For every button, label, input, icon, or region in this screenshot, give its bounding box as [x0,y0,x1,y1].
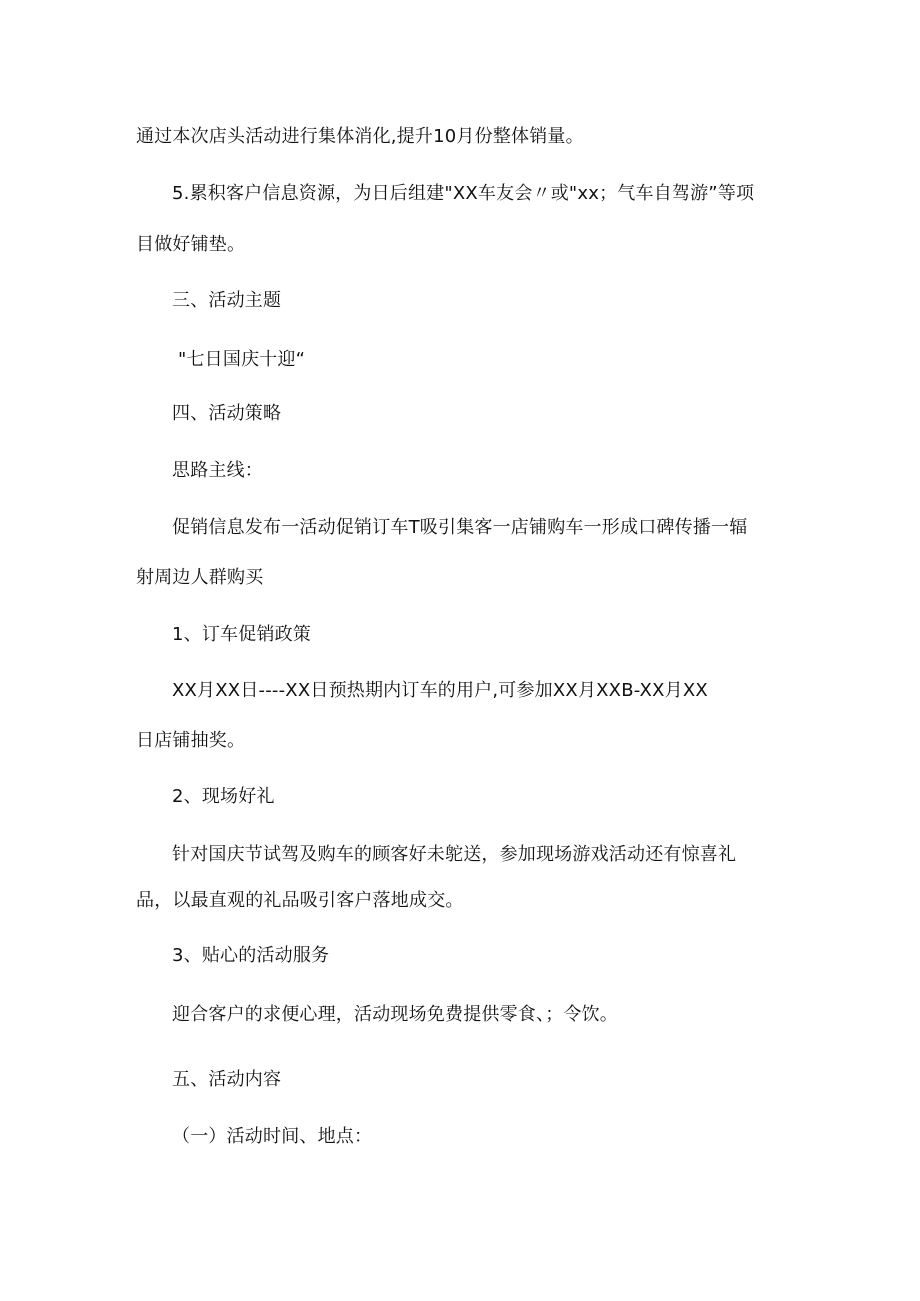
section-heading: 三、活动主题 [172,290,282,311]
section-heading: 五、活动内容 [172,1069,282,1090]
paragraph-line: 迎合客户的求便心理，活动现场免费提供零食、；令饮。 [172,1004,618,1025]
paragraph-line: 通过本次店头活动进行集体消化,提升10月份整体销量。 [136,126,584,147]
subheading: 3、贴心的活动服务 [172,945,330,966]
subheading: （一）活动时间、地点： [172,1126,373,1147]
paragraph-line: XX月XX日----XX日预热期内订车的用户,可参加XX月XXB-XX月XX [172,680,708,701]
paragraph-line: 针对国庆节试驾及购车的顾客好未鸵送，参加现场游戏活动还有惊喜礼 [172,844,737,865]
section-heading: 四、活动策略 [172,403,282,424]
paragraph-line: 促销信息发布一活动促销订车T吸引集客一店铺购车一形成口碑传播一辐 [172,517,748,538]
paragraph-line: 射周边人群购买 [136,567,264,588]
subheading: 2、现场好礼 [172,786,275,807]
paragraph-line: 日店铺抽奖。 [136,730,246,751]
paragraph-line: 5.累积客户信息资源，为日后组建"XX车友会〃或"xx；气车自驾游”等项 [172,183,755,204]
subheading: 1、订车促销政策 [172,624,312,645]
subheading: 思路主线： [172,460,263,481]
activity-theme: "七日国庆十迎“ [178,349,306,370]
paragraph-line: 品，以最直观的礼品吸引客户落地成交。 [136,890,464,911]
paragraph-line: 目做好铺垫。 [136,234,246,255]
